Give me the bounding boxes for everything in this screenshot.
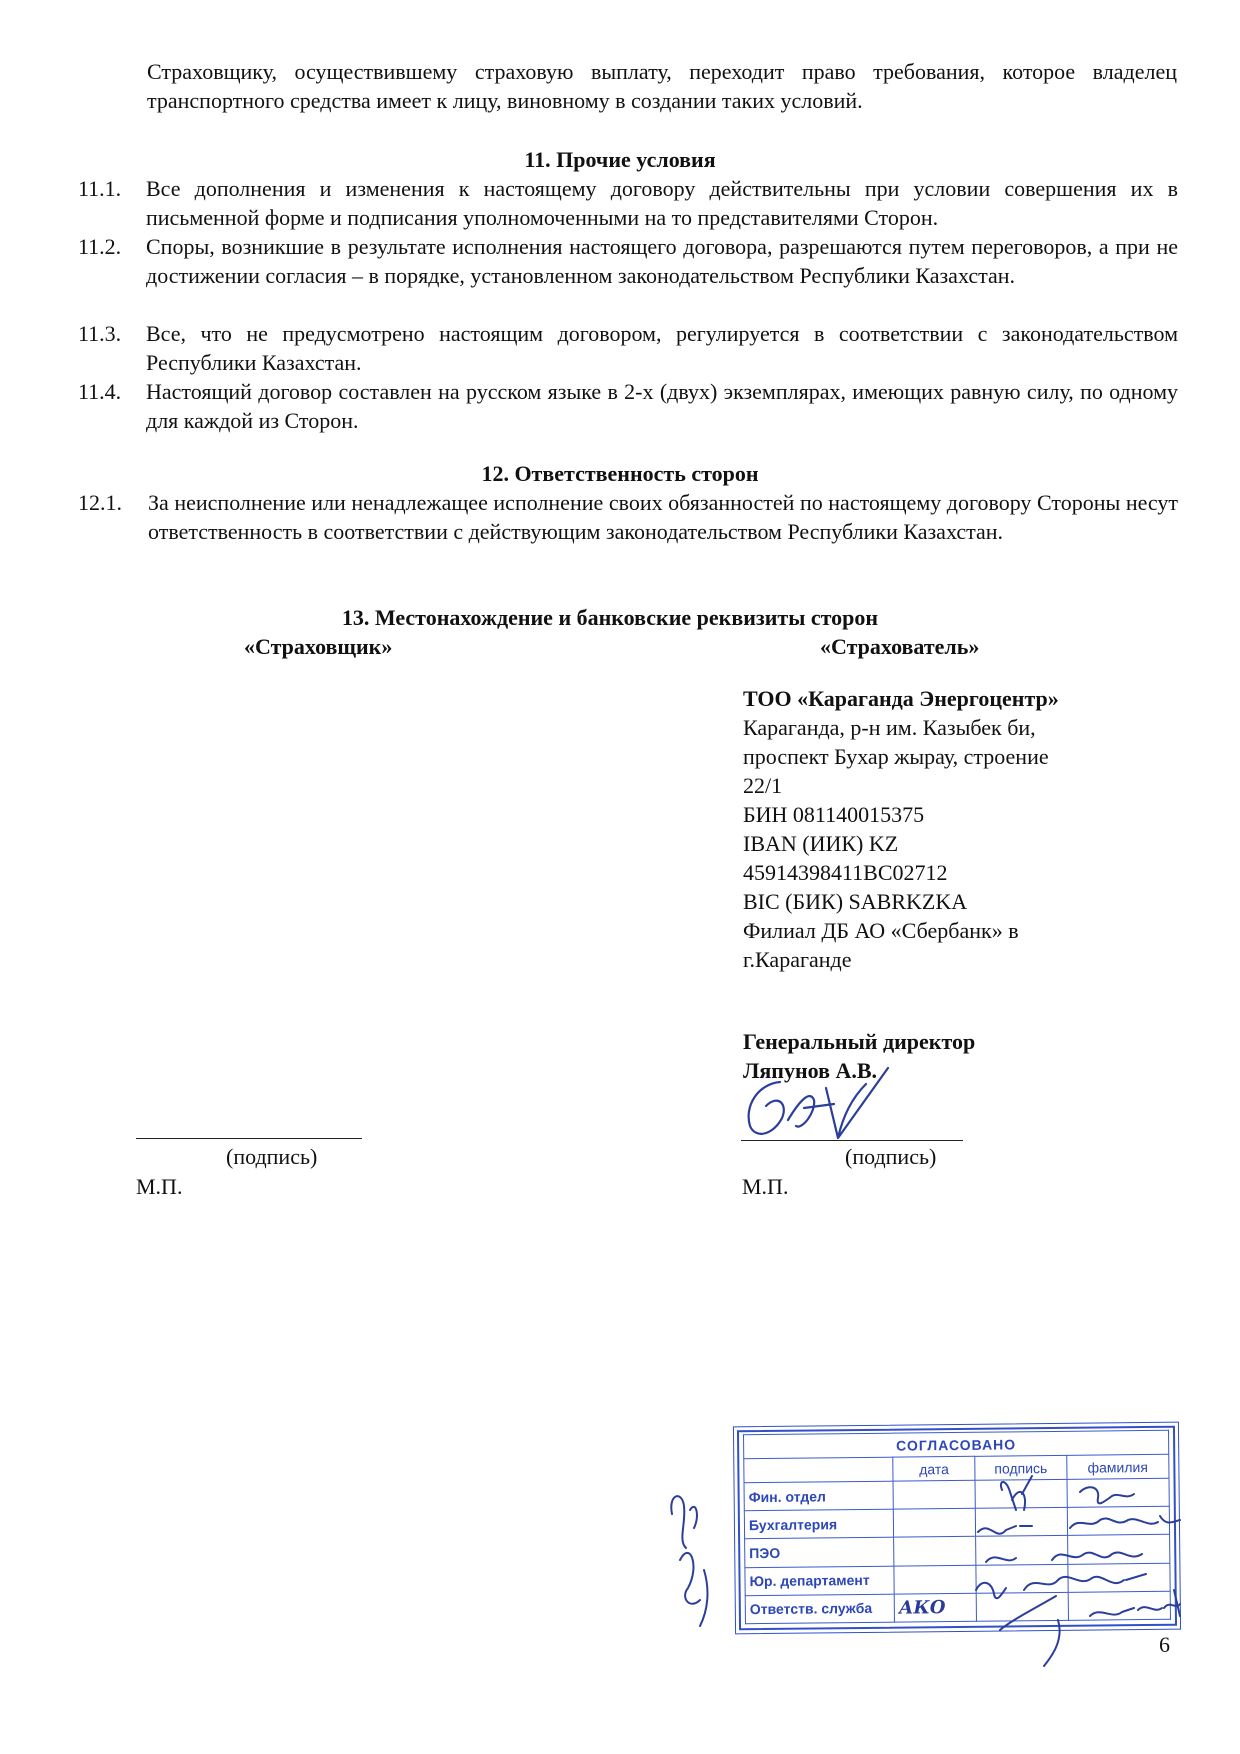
insured-company-name: ТОО «Караганда Энергоцентр» [743, 686, 1059, 711]
stamp-header-signature: подпись [975, 1455, 1067, 1480]
insured-detail-line: 45914398411BC02712 [743, 860, 948, 885]
clause-text: Споры, возникшие в результате исполнения настоящего договора, разрешаются путем переговоров, а при не достижении согласия – в порядке, установленном законодательством Республики Казахстан. [146, 234, 1178, 288]
stamp-row-date [893, 1480, 976, 1509]
stamp-row-date [894, 1565, 977, 1594]
section-13-heading: 13. Местонахождение и банковские реквизиты сторон [341, 605, 879, 630]
intro-paragraph: Страховщику, осуществившему страховую выплату, переходит право требования, которое владелец транспортного средства имеет к лицу, виновному в создании таких условий. [147, 59, 1177, 113]
stamp-row-signature [976, 1564, 1068, 1593]
stamp-header-date: дата [893, 1456, 975, 1481]
stamp-header-surname: фамилия [1066, 1454, 1169, 1479]
insured-detail-line: Караганда, р-н им. Казыбек би, [743, 715, 1036, 740]
clause-number: 11.4. [78, 379, 122, 404]
stamp-row-signature [976, 1536, 1068, 1565]
clause-text: Настоящий договор составлен на русском языке в 2-х (двух) экземплярах, имеющих равную силу, по одному для каждой из Сторон. [146, 379, 1178, 433]
stamp-row-surname [1068, 1591, 1171, 1620]
insured-detail-line: проспект Бухар жырау, строение [743, 744, 1049, 769]
stamp-row-signature [976, 1508, 1068, 1537]
insured-seal-label: М.П. [742, 1174, 789, 1199]
stamp-title: СОГЛАСОВАНО [744, 1430, 1169, 1458]
insurer-seal-label: М.П. [136, 1174, 183, 1199]
clause-text: Все дополнения и изменения к настоящему договору действительны при условии совершения их в письменной форме и подписания уполномоченными на то представителями Сторон. [146, 176, 1178, 230]
insured-detail-line: г.Караганде [743, 947, 852, 972]
stamp-row-label: Ответств. служба [745, 1594, 894, 1624]
approval-stamp [737, 1426, 1177, 1631]
clause-number: 11.1. [78, 176, 122, 201]
clause-number: 11.3. [78, 321, 122, 346]
stamp-row-label: Юр. департамент [745, 1566, 894, 1596]
stamp-row [745, 1591, 1170, 1624]
stamp-row-surname [1067, 1506, 1170, 1535]
page-number: 6 [1159, 1632, 1170, 1657]
insured-detail-line: BIC (БИК) SABRKZKA [743, 889, 968, 914]
stamp-row-date [894, 1537, 977, 1566]
clause-11-4 [78, 377, 1178, 435]
insured-details [743, 684, 1123, 974]
insured-detail-line: Филиал ДБ АО «Сбербанк» в [743, 918, 1019, 943]
clause-number: 12.1. [78, 490, 122, 515]
insured-signature-caption: (подпись) [845, 1144, 937, 1169]
stamp-row-date [893, 1509, 976, 1538]
insured-signature-line [741, 1140, 963, 1141]
signer-name: Ляпунов А.В. [743, 1058, 878, 1083]
stamp-row-surname [1068, 1563, 1171, 1592]
stamp-row-surname [1067, 1478, 1170, 1507]
insured-detail-line: IBAN (ИИК) KZ [743, 831, 899, 856]
section-12-heading: 12. Ответственность сторон [481, 461, 759, 486]
stamp-header-blank [744, 1457, 893, 1483]
insurer-signature-caption: (подпись) [226, 1144, 318, 1169]
stamp-row [744, 1478, 1169, 1511]
signer-position: Генеральный директор [743, 1029, 976, 1054]
section-11-heading: 11. Прочие условия [524, 147, 716, 172]
stamp-row-signature [976, 1592, 1068, 1621]
insurer-signature-line [136, 1138, 362, 1139]
stamp-row-signature [975, 1479, 1067, 1508]
stamp-row [745, 1535, 1170, 1568]
stamp-row-label: Бухгалтерия [744, 1509, 893, 1539]
stamp-row-label: ПЭО [745, 1538, 894, 1568]
clause-11-3 [78, 319, 1178, 377]
insured-label: «Страхователь» [820, 634, 980, 659]
clause-11-2 [78, 232, 1178, 290]
stamp-row-surname [1067, 1535, 1170, 1564]
clause-text: За неисполнение или ненадлежащее исполнение своих обязанностей по настоящему договору Стороны несут ответственность в соответствии с действующим законодательством Республики Казахстан. [148, 490, 1178, 544]
stamp-row [744, 1506, 1169, 1539]
insurer-label: «Страховщик» [244, 634, 393, 659]
stamp-row-label: Фин. отдел [744, 1481, 893, 1511]
clause-11-1 [78, 174, 1178, 232]
insured-signer [743, 1027, 975, 1085]
insured-detail-line: 22/1 [743, 773, 783, 798]
stamp-table [743, 1430, 1171, 1624]
clause-12-1 [78, 488, 1178, 546]
clause-text: Все, что не предусмотрено настоящим договором, регулируется в соответствии с законодательством Республики Казахстан. [146, 321, 1178, 375]
stamp-row [745, 1563, 1170, 1596]
clause-number: 11.2. [78, 234, 122, 259]
insured-detail-line: БИН 081140015375 [743, 802, 925, 827]
stamp-row-date: АКО [894, 1593, 977, 1622]
